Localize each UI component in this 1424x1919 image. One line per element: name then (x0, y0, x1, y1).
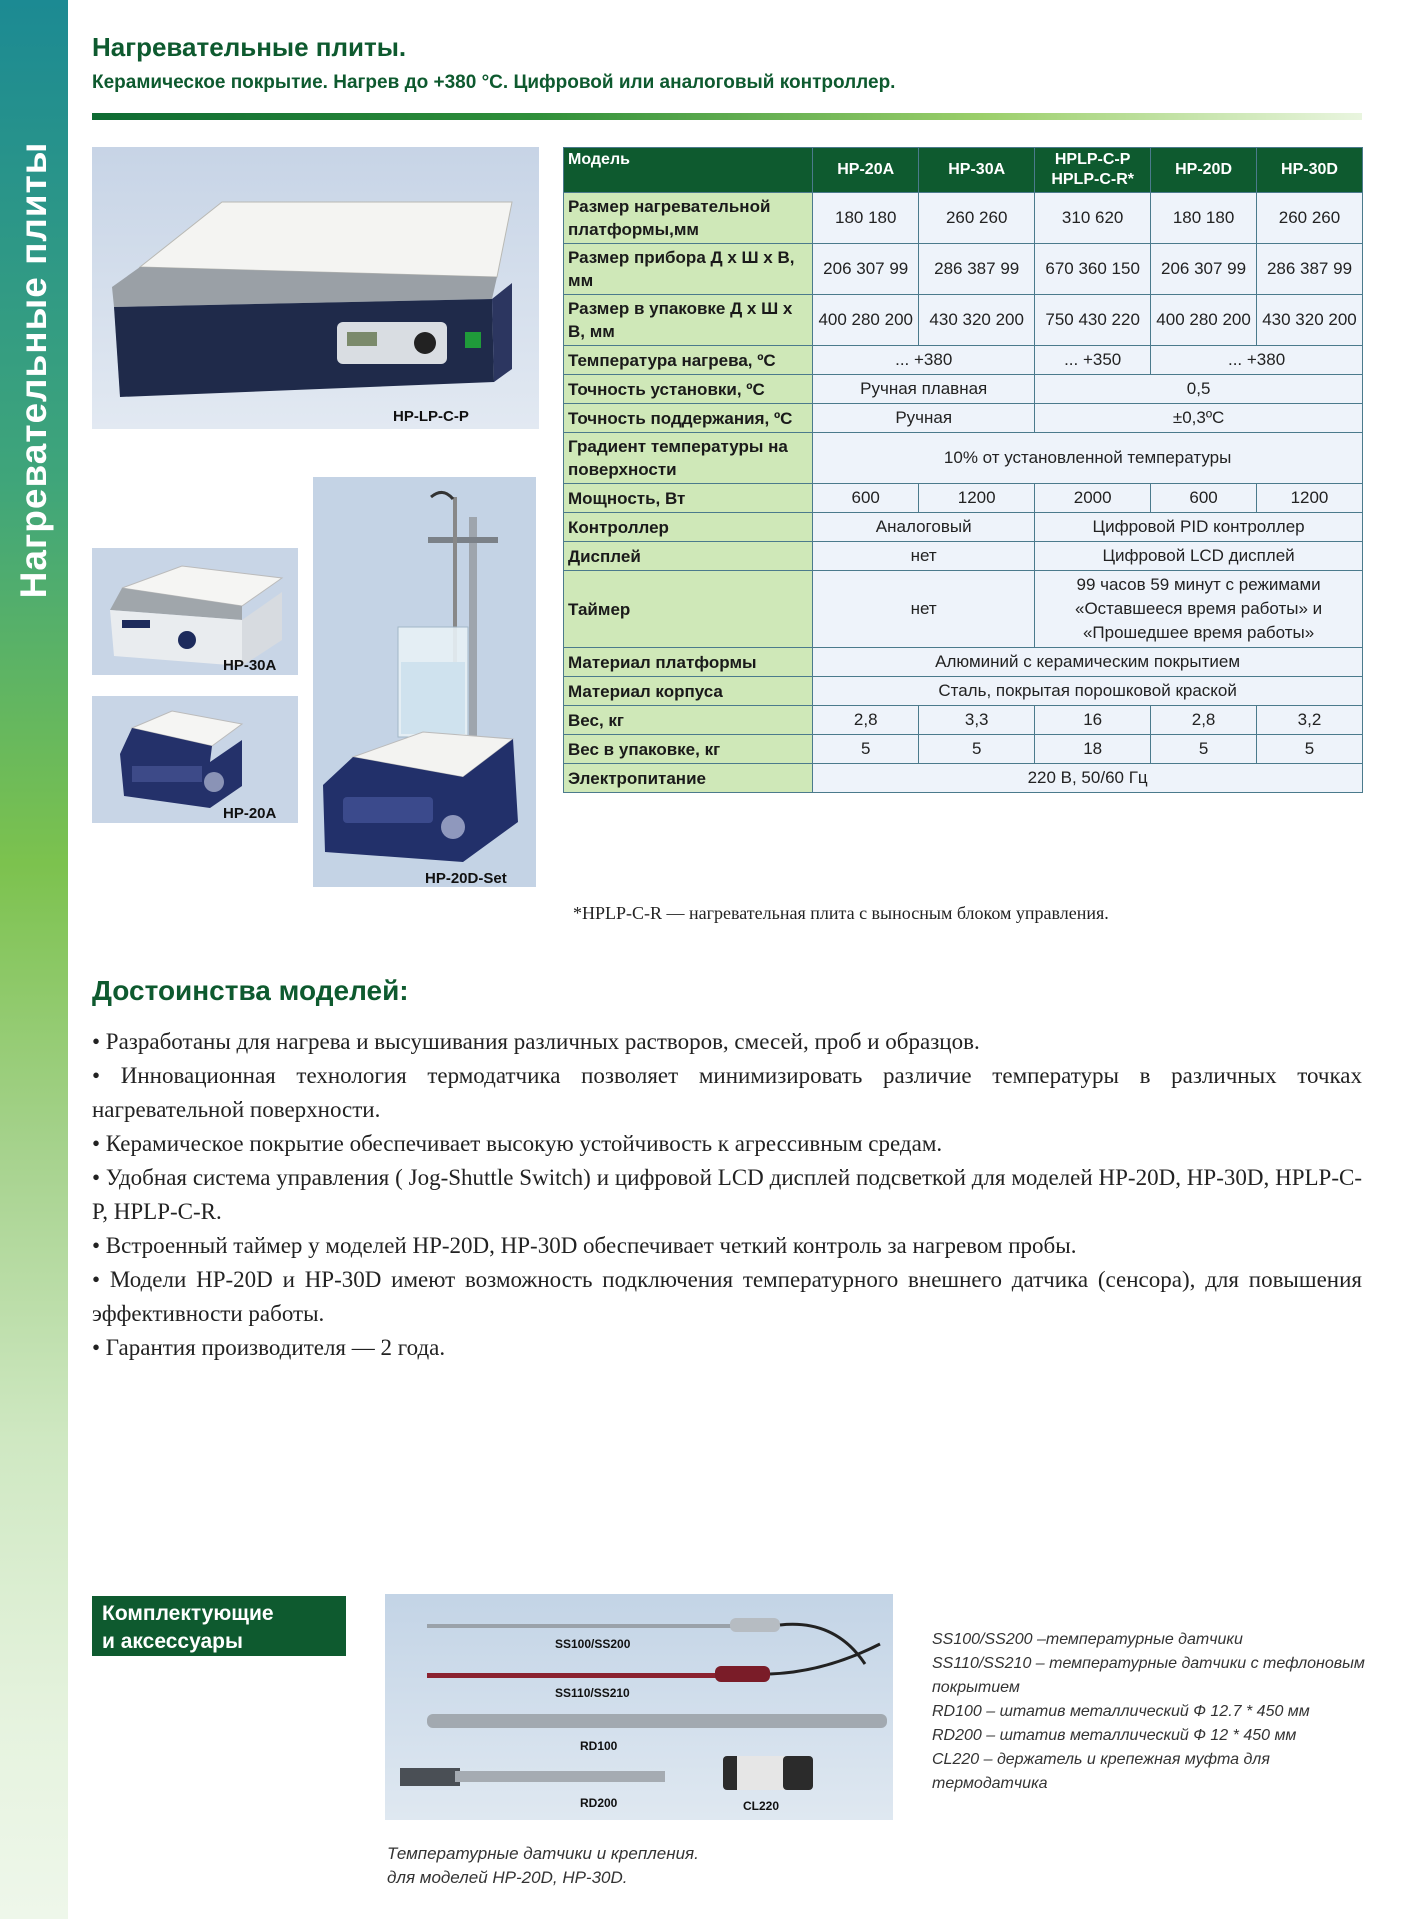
table-cell: 400 280 200 (1151, 295, 1257, 346)
row-label: Размер прибора Д х Ш х В, мм (564, 244, 813, 295)
table-cell: 180 180 (1151, 193, 1257, 244)
advantages-heading: Достоинства моделей: (92, 975, 409, 1006)
table-cell: ... +380 (813, 346, 1035, 375)
row-label: Контроллер (564, 513, 813, 542)
row-label: Вес в упаковке, кг (564, 735, 813, 764)
table-header-hp-20d: HP-20D (1151, 148, 1257, 193)
table-row (564, 295, 1363, 346)
table-cell: 5 (919, 735, 1035, 764)
table-cell: 260 260 (919, 193, 1035, 244)
list-item: SS100/SS200 –температурные датчики (932, 1631, 1243, 1648)
table-row (564, 404, 1363, 433)
sidebar-title: Нагревательные плиты (13, 141, 54, 599)
table-cell: 2,8 (813, 706, 919, 735)
table-header-hp-30a: HP-30A (919, 148, 1035, 193)
row-label: Размер нагревательной платформы,мм (564, 193, 813, 244)
page-title: Нагревательные плиты. (92, 32, 407, 62)
table-cell: 430 320 200 (1256, 295, 1362, 346)
table-cell: Алюминий с керамическим покрытием (813, 648, 1363, 677)
row-label: Размер в упаковке Д х Ш х В, мм (564, 295, 813, 346)
table-cell: 5 (813, 735, 919, 764)
table-cell: 5 (1256, 735, 1362, 764)
product-photo-hp-30a (92, 548, 298, 675)
probe-label-rd100: RD100 (580, 1739, 618, 1753)
header-divider (92, 113, 1362, 120)
table-row (564, 764, 1363, 793)
table-row (564, 571, 1363, 648)
table-cell: нет (813, 542, 1035, 571)
table-cell: 220 В, 50/60 Гц (813, 764, 1363, 793)
table-row (564, 433, 1363, 484)
list-item: • Удобная система управления ( Jog-Shuttle Switch) и цифровой LCD дисплей подсветкой для моделей HP-20D, HP-30D, HPLP-C-P, HPLP-C-R. (92, 1165, 1362, 1224)
table-row (564, 677, 1363, 706)
table-cell: ... +380 (1151, 346, 1363, 375)
table-cell: 99 часов 59 минут с режимами «Оставшееся время работы» и «Прошедшее время работы» (1035, 571, 1363, 648)
table-row (564, 706, 1363, 735)
table-cell: 600 (1151, 484, 1257, 513)
row-label: Мощность, Вт (564, 484, 813, 513)
list-item: • Инновационная технология термодатчика позволяет минимизировать различие температуры в различных точках нагревательной поверхности. (92, 1063, 1362, 1122)
page-subtitle: Керамическое покрытие. Нагрев до +380 °С. Цифровой или аналоговый контроллер. (92, 72, 896, 93)
table-cell: 2000 (1035, 484, 1151, 513)
caption-line: для моделей HP-20D, HP-30D. (387, 1868, 628, 1887)
table-cell: 600 (813, 484, 919, 513)
table-cell: Сталь, покрытая порошковой краской (813, 677, 1363, 706)
table-row (564, 346, 1363, 375)
photo-label-hp-20a: HP-20A (223, 805, 277, 822)
row-label: Градиент температуры на поверхности (564, 433, 813, 484)
table-cell: Цифровой LCD дисплей (1035, 542, 1363, 571)
advantages-list (92, 1025, 1362, 1365)
table-row (564, 193, 1363, 244)
table-header-hplp: HPLP-C-P HPLP-C-R* (1035, 148, 1151, 193)
list-item: • Встроенный таймер у моделей HP-20D, HP-30D обеспечивает четкий контроль за нагревом пробы. (92, 1233, 1077, 1258)
table-row (564, 484, 1363, 513)
table-cell: 3,3 (919, 706, 1035, 735)
row-label: Точность поддержания, ºС (564, 404, 813, 433)
probe-label-cl220: CL220 (743, 1799, 780, 1813)
table-cell: 5 (1151, 735, 1257, 764)
list-item: RD200 – штатив металлический Ф 12 * 450 мм (932, 1727, 1297, 1744)
table-cell: 3,2 (1256, 706, 1362, 735)
accessories-heading (92, 1596, 346, 1656)
accessories-description (932, 1628, 1372, 1796)
photo-label-hp-20d-set: HP-20D-Set (425, 870, 507, 887)
table-cell: 2,8 (1151, 706, 1257, 735)
table-cell: 430 320 200 (919, 295, 1035, 346)
table-cell: нет (813, 571, 1035, 648)
table-row (564, 735, 1363, 764)
table-cell: 206 307 99 (1151, 244, 1257, 295)
table-cell: Ручная плавная (813, 375, 1035, 404)
table-cell: Ручная (813, 404, 1035, 433)
list-item: • Керамическое покрытие обеспечивает высокую устойчивость к агрессивным средам. (92, 1131, 943, 1156)
caption-line: Температурные датчики и крепления. (387, 1844, 699, 1863)
row-label: Температура нагрева, ºС (564, 346, 813, 375)
table-cell: 400 280 200 (813, 295, 919, 346)
list-item: • Модели HP-20D и HP-30D имеют возможность подключения температурного внешнего датчика (сенсора), для повышения эффективности работы. (92, 1267, 1362, 1326)
photo-label-hp-30a: HP-30A (223, 657, 277, 674)
list-item: • Гарантия производителя — 2 года. (92, 1335, 446, 1360)
row-label: Материал корпуса (564, 677, 813, 706)
list-item: SS110/SS210 – температурные датчики с тефлоновым покрытием (932, 1655, 1365, 1696)
table-cell: 750 430 220 (1035, 295, 1151, 346)
table-cell: 180 180 (813, 193, 919, 244)
table-cell: 310 620 (1035, 193, 1151, 244)
table-row (564, 648, 1363, 677)
spec-table (563, 147, 1363, 793)
table-cell: ... +350 (1035, 346, 1151, 375)
sidebar-band (0, 0, 68, 1919)
list-item: CL220 – держатель и крепежная муфта для термодатчика (932, 1751, 1270, 1792)
table-cell: 670 360 150 (1035, 244, 1151, 295)
table-header-model: Модель (564, 148, 813, 193)
row-label: Электропитание (564, 764, 813, 793)
table-cell: 286 387 99 (1256, 244, 1362, 295)
table-row (564, 244, 1363, 295)
table-cell: 260 260 (1256, 193, 1362, 244)
product-photo-hp-20d-set (313, 477, 536, 887)
table-footnote: *HPLP-C-R — нагревательная плита с выносным блоком управления. (573, 903, 1109, 923)
table-cell: 18 (1035, 735, 1151, 764)
table-cell: 206 307 99 (813, 244, 919, 295)
table-header-hp-20a: HP-20A (813, 148, 919, 193)
list-item: RD100 – штатив металлический Ф 12.7 * 450 мм (932, 1703, 1310, 1720)
table-cell: 10% от установленной температуры (813, 433, 1363, 484)
table-row (564, 375, 1363, 404)
accessories-photo (385, 1594, 893, 1820)
table-cell: ±0,3ºС (1035, 404, 1363, 433)
table-cell: Аналоговый (813, 513, 1035, 542)
table-cell: Цифровой PID контроллер (1035, 513, 1363, 542)
table-cell: 0,5 (1035, 375, 1363, 404)
row-label: Дисплей (564, 542, 813, 571)
accessories-heading-line1: Комплектующие (102, 1602, 274, 1625)
row-label: Точность установки, ºС (564, 375, 813, 404)
photo-label-hp-lp-c-p: HP-LP-C-P (393, 408, 469, 425)
list-item: • Разработаны для нагрева и высушивания различных растворов, смесей, проб и образцов. (92, 1029, 980, 1054)
product-photo-hp-20a (92, 696, 298, 823)
probe-label-ss100: SS100/SS200 (555, 1637, 631, 1651)
table-cell: 286 387 99 (919, 244, 1035, 295)
row-label: Таймер (564, 571, 813, 648)
probe-label-rd200: RD200 (580, 1796, 618, 1810)
table-cell: 1200 (1256, 484, 1362, 513)
table-header-hp-30d: HP-30D (1256, 148, 1362, 193)
table-cell: 16 (1035, 706, 1151, 735)
accessories-heading-line2: и аксессуары (102, 1630, 243, 1653)
table-cell: 1200 (919, 484, 1035, 513)
product-photo-hp-lp-c-p (92, 147, 539, 429)
accessories-caption (387, 1842, 699, 1890)
table-row (564, 542, 1363, 571)
row-label: Материал платформы (564, 648, 813, 677)
table-row (564, 513, 1363, 542)
row-label: Вес, кг (564, 706, 813, 735)
probe-label-ss110: SS110/SS210 (555, 1686, 630, 1700)
